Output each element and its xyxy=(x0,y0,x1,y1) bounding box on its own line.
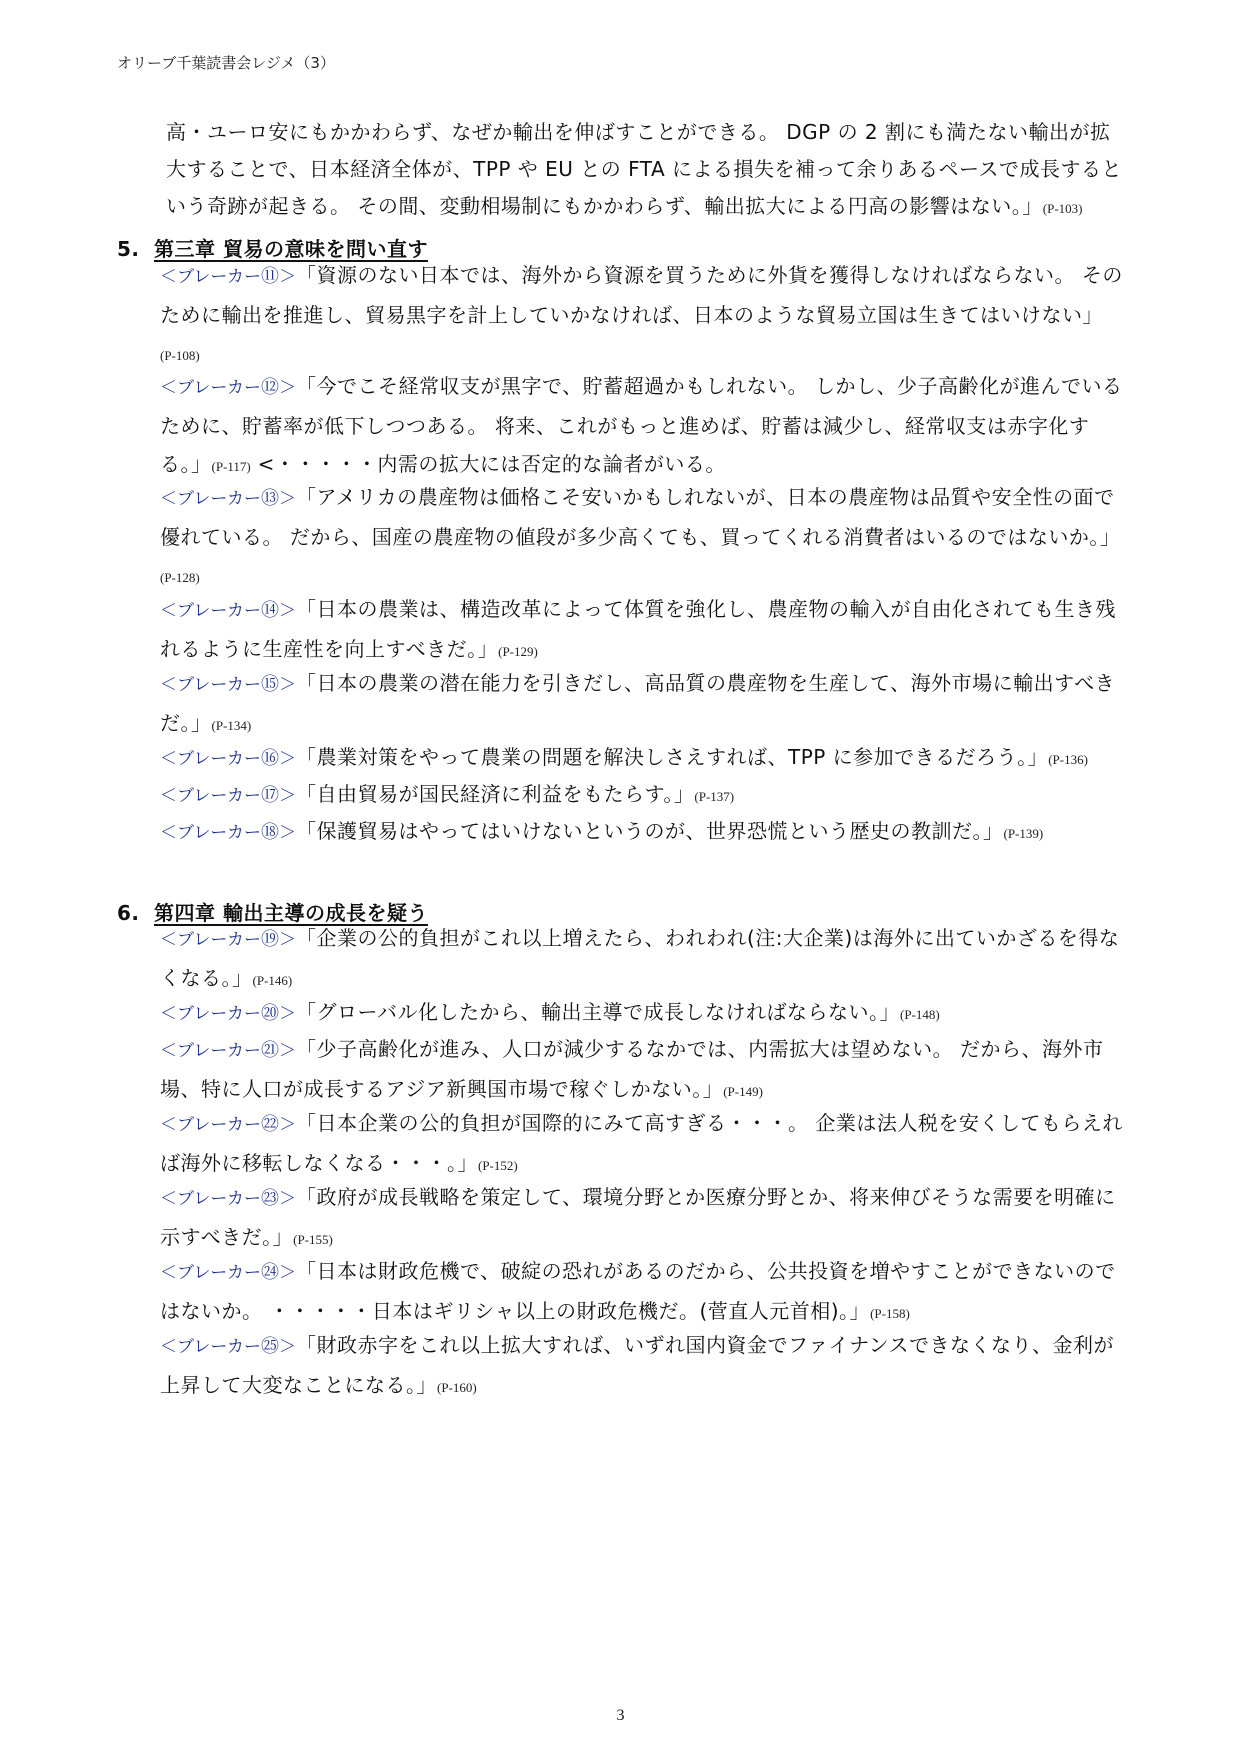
breaker-tag: ＜ブレーカー㉕＞ xyxy=(160,1336,296,1357)
breaker-tag: ＜ブレーカー㉒＞ xyxy=(160,1114,296,1135)
page-reference: (P-152) xyxy=(478,1158,518,1173)
breaker-item-21 xyxy=(160,1030,1126,1111)
breaker-item-11 xyxy=(160,256,1126,375)
breaker-tag: ＜ブレーカー⑭＞ xyxy=(160,600,296,621)
breaker-note: <・・・・・内需の拡大には否定的な論者がいる。 xyxy=(250,452,726,476)
breaker-quote: 「保護貿易はやってはいけないというのが、世界恐慌という歴史の教訓だ。」 xyxy=(295,819,1004,843)
page-reference: (P-103) xyxy=(1042,201,1083,216)
breaker-tag: ＜ブレーカー㉑＞ xyxy=(160,1040,296,1061)
breaker-quote: 「日本企業の公的負担が国際的にみて高すぎる・・・。 企業は法人税を安くしてもらえれば海外に移転しなくなる・・・。」 xyxy=(160,1111,1123,1175)
breaker-tag: ＜ブレーカー⑯＞ xyxy=(160,748,296,769)
section-title: 第三章 貿易の意味を問い直す xyxy=(154,237,428,261)
page-reference: (P-108) xyxy=(160,348,200,363)
page-reference: (P-117) xyxy=(211,459,251,474)
breaker-item-15 xyxy=(160,664,1126,745)
breaker-item-18 xyxy=(160,812,1126,853)
breaker-quote: 「企業の公的負担がこれ以上増えたら、われわれ(注:大企業)は海外に出ていかざるを得なくなる。」 xyxy=(160,926,1120,990)
breaker-tag: ＜ブレーカー⑱＞ xyxy=(160,822,296,843)
breaker-quote: 「日本の農業の潜在能力を引きだし、高品質の農産物を生産して、海外市場に輸出すべきだ。」 xyxy=(160,671,1116,735)
breaker-tag: ＜ブレーカー⑪＞ xyxy=(160,266,296,287)
breaker-quote: 「資源のない日本では、海外から資源を買うために外貨を獲得しなければならない。 そのために輸出を推進し、貿易黒字を計上していかなければ、日本のような貿易立国は生きてはいけない」 xyxy=(160,263,1123,327)
breaker-tag: ＜ブレーカー⑲＞ xyxy=(160,929,296,950)
page-reference: (P-139) xyxy=(1003,826,1044,841)
page-reference: (P-149) xyxy=(723,1084,763,1099)
breaker-tag: ＜ブレーカー㉓＞ xyxy=(160,1188,296,1209)
section-title: 第四章 輸出主導の成長を疑う xyxy=(154,901,428,925)
breaker-quote: 「財政赤字をこれ以上拡大すれば、いずれ国内資金でファイナンスできなくなり、金利が上昇して大変なことになる。」 xyxy=(160,1333,1114,1397)
breaker-quote: 「農業対策をやって農業の問題を解決しさえすれば、TPP に参加できるだろう。」 xyxy=(295,745,1049,769)
breaker-tag: ＜ブレーカー㉔＞ xyxy=(160,1262,296,1283)
breaker-item-19 xyxy=(160,919,1126,1000)
page-reference: (P-158) xyxy=(870,1306,910,1321)
breaker-quote: 「アメリカの農産物は価格こそ安いかもしれないが、日本の農産物は品質や安全性の面で優れている。 だから、国産の農産物の値段が多少高くても、買ってくれる消費者はいるのではないか。」 xyxy=(160,485,1121,549)
breaker-item-16 xyxy=(160,738,1126,779)
page-reference: (P-155) xyxy=(293,1232,333,1247)
page-reference: (P-128) xyxy=(160,570,200,585)
breaker-quote: 「自由貿易が国民経済に利益をもたらす。」 xyxy=(295,782,695,806)
breaker-tag: ＜ブレーカー⑮＞ xyxy=(160,674,296,695)
breaker-quote: 「日本は財政危機で、破綻の恐れがあるのだから、公共投資を増やすことができないのではないか。 ・・・・・日本はギリシャ以上の財政危機だ。(菅直人元首相)。」 xyxy=(160,1259,1116,1323)
breaker-item-14 xyxy=(160,590,1126,671)
page-header: オリーブ千葉読書会レジメ（3） xyxy=(117,54,335,72)
breaker-item-22 xyxy=(160,1104,1126,1185)
breaker-tag: ＜ブレーカー⑰＞ xyxy=(160,785,296,806)
breaker-item-25 xyxy=(160,1326,1126,1407)
breaker-item-24 xyxy=(160,1252,1126,1333)
breaker-item-12 xyxy=(160,367,1126,486)
breaker-tag: ＜ブレーカー⑬＞ xyxy=(160,488,296,509)
breaker-quote: 「少子高齢化が進み、人口が減少するなかでは、内需拡大は望めない。 だから、海外市場、特に人口が成長するアジア新興国市場で稼ぐしかない。」 xyxy=(160,1037,1104,1101)
intro-paragraph xyxy=(166,114,1126,227)
section-number: 5. xyxy=(117,237,140,261)
breaker-quote: 「グローバル化したから、輸出主導で成長しなければならない。」 xyxy=(295,1000,900,1024)
page-reference: (P-137) xyxy=(694,789,735,804)
breaker-item-17 xyxy=(160,775,1126,816)
page-number: 3 xyxy=(616,1707,625,1724)
breaker-quote: 「日本の農業は、構造改革によって体質を強化し、農産物の輸入が自由化されても生き残れるように生産性を向上すべきだ。」 xyxy=(160,597,1116,661)
breaker-quote: 「政府が成長戦略を策定して、環境分野とか医療分野とか、将来伸びそうな需要を明確に示すべきだ。」 xyxy=(160,1185,1116,1249)
breaker-item-20 xyxy=(160,993,1126,1034)
breaker-item-13 xyxy=(160,478,1126,597)
page-reference: (P-146) xyxy=(252,973,293,988)
breaker-tag: ＜ブレーカー⑳＞ xyxy=(160,1003,296,1024)
page-reference: (P-148) xyxy=(899,1007,940,1022)
page-reference: (P-136) xyxy=(1048,752,1088,767)
page-reference: (P-134) xyxy=(211,718,252,733)
intro-text: 高・ユーロ安にもかかわらず、なぜか輸出を伸ばすことができる。 DGP の 2 割にも満たない輸出が拡大することで、日本経済全体が、TPP や EU との FTA による損失を補って余りあるペースで成長するという奇跡が起きる。 その間、変動相場制にもかかわらず、輸出拡大による円高の影響はない。」 xyxy=(166,120,1122,218)
page-reference: (P-129) xyxy=(498,644,538,659)
breaker-item-23 xyxy=(160,1178,1126,1259)
page-reference: (P-160) xyxy=(437,1380,477,1395)
section-number: 6. xyxy=(117,901,140,925)
breaker-quote: 「今でこそ経常収支が黒字で、貯蓄超過かもしれない。 しかし、少子高齢化が進んでいるために、貯蓄率が低下しつつある。 将来、これがもっと進めば、貯蓄は減少し、経常収支は赤字化する。」 xyxy=(160,374,1123,476)
breaker-tag: ＜ブレーカー⑫＞ xyxy=(160,377,296,398)
